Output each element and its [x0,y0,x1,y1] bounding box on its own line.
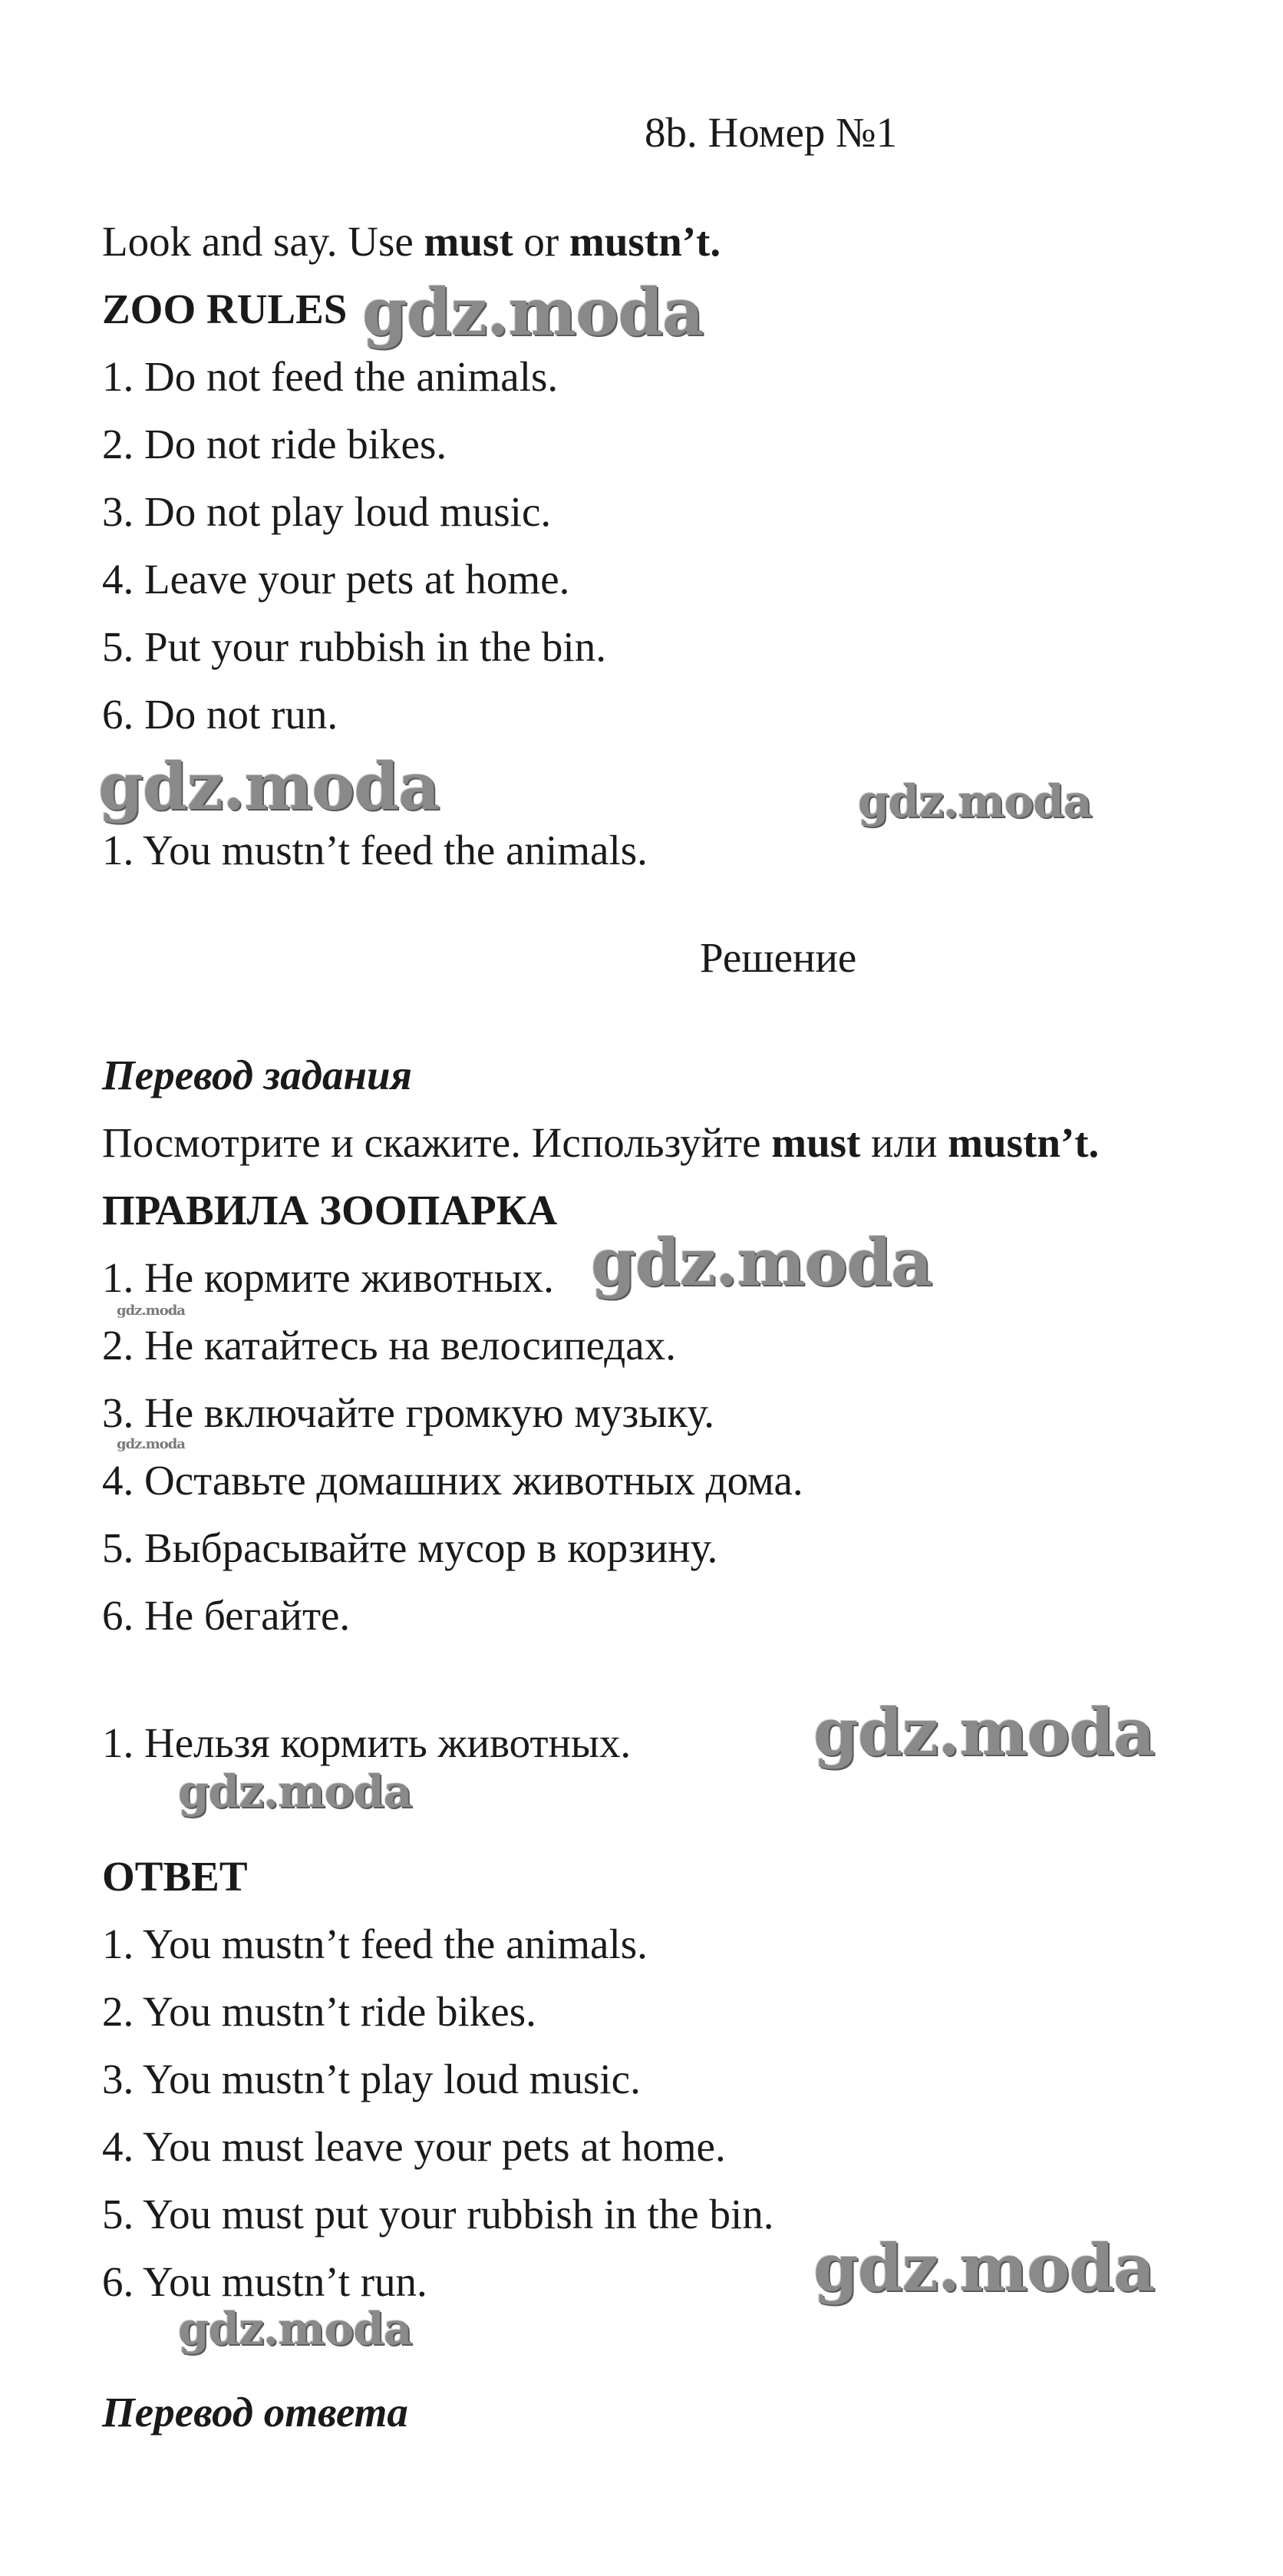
rule-item: 5. Put your rubbish in the bin. [102,623,606,670]
keyword-must: must [771,1119,861,1166]
answer-item: 6. You mustn’t run. [102,2258,427,2305]
watermark: gdz.moda [117,1303,185,1319]
rule-item: 2. Do not ride bikes. [102,421,447,467]
translated-rule-item: 5. Выбрасывайте мусор в корзину. [102,1524,718,1571]
watermark: gdz.moda [98,748,440,824]
rule-item: 6. Do not run. [102,691,338,738]
keyword-mustnt: mustn’t. [569,218,721,265]
translated-rule-item: 1. Не кормите животных. [102,1254,554,1301]
watermark: gdz.moda [813,1694,1155,1770]
translated-rule-item: 6. Не бегайте. [102,1592,351,1639]
answer-item: 1. You mustn’t feed the animals. [102,1920,648,1967]
translated-rule-item: 3. Не включайте громкую музыку. [102,1389,714,1436]
answer-translation-heading: Перевод ответа [102,2389,408,2436]
page-title: 8b. Номер №1 [645,109,898,156]
rule-item: 3. Do not play loud music. [102,488,552,535]
watermark: gdz.moda [813,2230,1155,2306]
answer-heading: ОТВЕТ [102,1853,248,1900]
rule-item: 1. Do not feed the animals. [102,353,559,400]
task-example: 1. You mustn’t feed the animals. [102,827,648,874]
translated-rules-heading: ПРАВИЛА ЗООПАРКА [102,1187,558,1234]
solution-heading: Решение [700,934,857,981]
watermark: gdz.moda [858,775,1092,827]
answer-item: 3. You mustn’t play loud music. [102,2056,641,2102]
keyword-must: must [424,218,513,265]
rule-item: 4. Leave your pets at home. [102,556,570,603]
answer-item: 5. You must put your rubbish in the bin. [102,2191,774,2237]
watermark: gdz.moda [178,2303,412,2355]
answer-item: 2. You mustn’t ride bikes. [102,1988,536,2035]
instruction-text: Посмотрите и скажите. Используйте [102,1119,772,1166]
instruction-or: или [860,1119,948,1166]
watermark: gdz.moda [117,1436,185,1452]
translation-instruction [102,1118,1099,1168]
translated-rule-item: 4. Оставьте домашних животных дома. [102,1457,803,1504]
instruction-or: or [513,218,569,265]
translated-rule-item: 2. Не катайтесь на велосипедах. [102,1322,676,1369]
translation-heading: Перевод задания [102,1052,412,1098]
answer-item: 4. You must leave your pets at home. [102,2123,726,2170]
keyword-mustnt: mustn’t. [948,1119,1100,1166]
task-instruction [102,216,721,267]
watermark: gdz.moda [178,1765,412,1818]
rules-heading: ZOO RULES [102,286,348,332]
instruction-text: Look and say. Use [102,218,424,265]
watermark: gdz.moda [362,274,704,350]
translated-example: 1. Нельзя кормить животных. [102,1719,632,1766]
watermark: gdz.moda [591,1224,932,1300]
